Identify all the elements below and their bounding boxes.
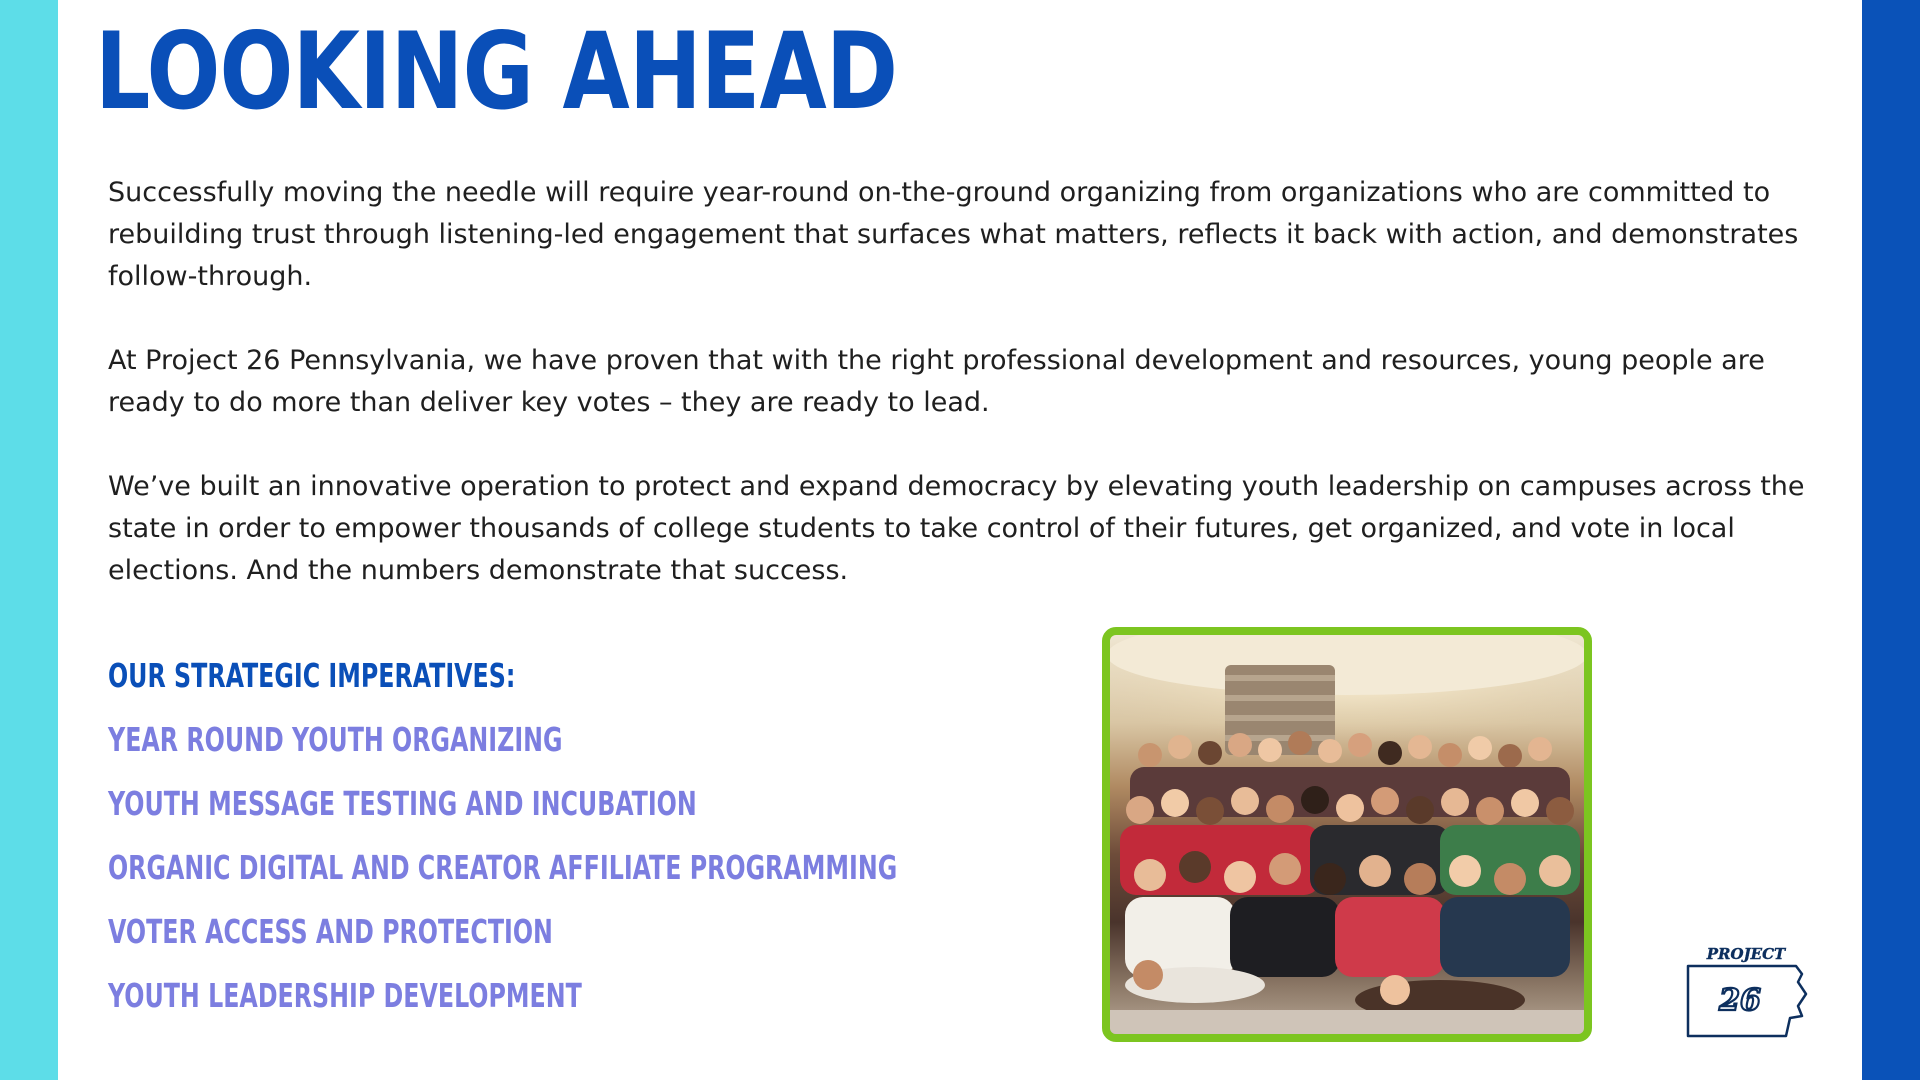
logo-word: PROJECT (1706, 945, 1786, 963)
paragraph-operation: We’ve built an innovative operation to protect and expand democracy by elevating youth leadership on campuses across the state in order to empower thousands of college students to take control of their futures, get organized, and vote in local elections. And the numbers demonstrate that success. (108, 471, 1805, 586)
left-accent-bar (0, 0, 58, 1080)
group-photo-illustration (1110, 635, 1584, 1034)
logo-number: 26 (1719, 983, 1761, 1018)
group-photo (1102, 627, 1592, 1042)
project-26-logo (1678, 944, 1814, 1044)
imperative-item: ORGANIC DIGITAL AND CREATOR AFFILIATE PROGRAMMING (108, 848, 898, 887)
paragraph-project26: At Project 26 Pennsylvania, we have proven that with the right professional development and resources, young people are ready to do more than deliver key votes – they are ready to lead. (108, 345, 1765, 418)
imperative-item: YOUTH LEADERSHIP DEVELOPMENT (108, 976, 582, 1015)
crowd (1120, 731, 1580, 1020)
imperative-item: YOUTH MESSAGE TESTING AND INCUBATION (108, 784, 697, 823)
paragraph-intro: Successfully moving the needle will require year-round on-the-ground organizing from organizations who are committed to rebuilding trust through listening-led engagement that surfaces what matters, reflects it back with action, and demonstrates follow-through. (108, 177, 1799, 292)
strategic-imperatives (108, 644, 1108, 1028)
right-accent-bar (1862, 0, 1920, 1080)
imperative-item: YEAR ROUND YOUTH ORGANIZING (108, 720, 563, 759)
imperative-item: VOTER ACCESS AND PROTECTION (108, 912, 553, 951)
imperatives-heading: OUR STRATEGIC IMPERATIVES: (108, 656, 516, 695)
body-text (108, 172, 1818, 592)
page-title: LOOKING AHEAD (95, 10, 898, 133)
pennsylvania-outline-icon (1678, 944, 1814, 1044)
